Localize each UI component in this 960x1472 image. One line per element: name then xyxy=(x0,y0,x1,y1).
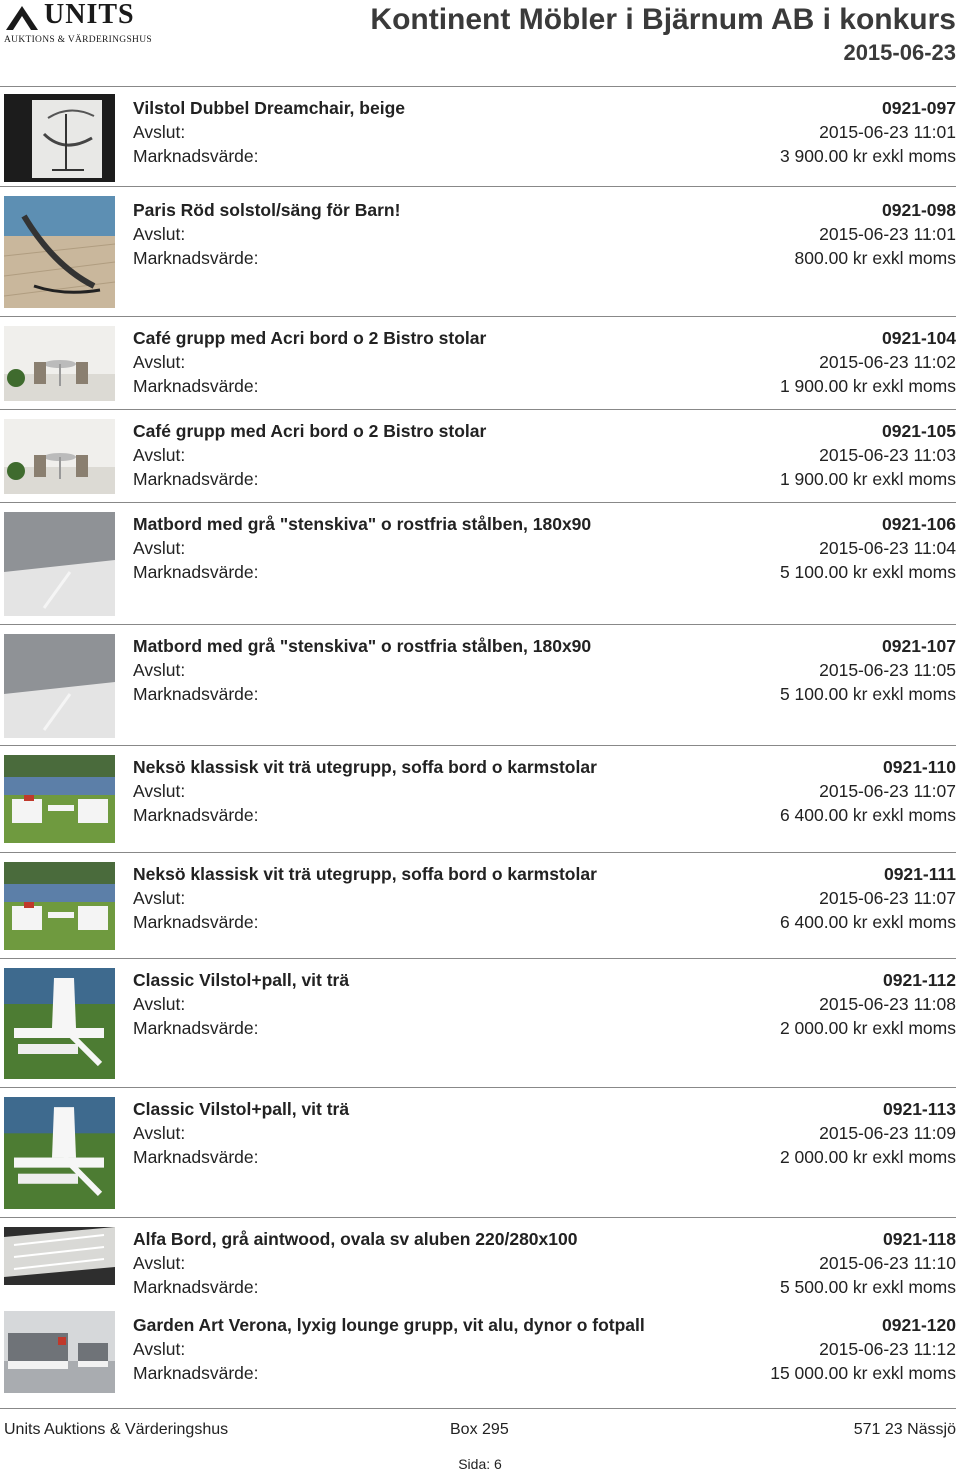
lot-title: Alfa Bord, grå aintwood, ovala sv aluben 220/280x100 xyxy=(133,1229,578,1249)
market-value: 5 100.00 kr exkl moms xyxy=(779,684,956,704)
lot-item xyxy=(0,852,960,958)
lot-number: 0921-107 xyxy=(882,636,956,656)
end-time: 2015-06-23 11:08 xyxy=(819,994,956,1014)
divider xyxy=(0,745,956,746)
document-title: Kontinent Möbler i Bjärnum AB i konkurs xyxy=(370,3,956,36)
market-value: 5 100.00 kr exkl moms xyxy=(779,562,956,582)
end-time: 2015-06-23 11:10 xyxy=(819,1253,956,1273)
lot-photo xyxy=(4,196,115,308)
lot-number: 0921-104 xyxy=(882,328,956,348)
lot-number: 0921-118 xyxy=(883,1229,956,1249)
end-label: Avslut: xyxy=(133,1253,186,1273)
lot-photo xyxy=(4,419,115,494)
divider xyxy=(0,502,956,503)
lot-item xyxy=(0,745,960,852)
end-label: Avslut: xyxy=(133,122,186,142)
end-time: 2015-06-23 11:01 xyxy=(819,224,956,244)
lot-photo xyxy=(4,1311,115,1393)
lot-item xyxy=(0,86,960,186)
end-label: Avslut: xyxy=(133,224,186,244)
lot-item xyxy=(0,958,960,1087)
end-time: 2015-06-23 11:07 xyxy=(819,781,956,801)
market-value-label: Marknadsvärde: xyxy=(133,805,259,825)
end-label: Avslut: xyxy=(133,352,186,372)
lot-item xyxy=(0,316,960,409)
divider xyxy=(0,624,956,625)
page-footer xyxy=(0,1408,960,1471)
footer-box: Box 295 xyxy=(450,1421,509,1438)
market-value: 1 900.00 kr exkl moms xyxy=(779,376,956,396)
end-time: 2015-06-23 11:04 xyxy=(819,538,956,558)
market-value-label: Marknadsvärde: xyxy=(133,248,259,268)
market-value-label: Marknadsvärde: xyxy=(133,562,259,582)
divider xyxy=(0,316,956,317)
lot-item xyxy=(0,1217,960,1303)
page-number: Sida: 6 xyxy=(458,1456,502,1472)
lot-title: Classic Vilstol+pall, vit trä xyxy=(133,970,350,990)
divider xyxy=(0,186,956,187)
market-value: 6 400.00 kr exkl moms xyxy=(779,912,956,932)
end-time: 2015-06-23 11:12 xyxy=(819,1339,956,1359)
divider xyxy=(0,1087,956,1088)
lot-title: Classic Vilstol+pall, vit trä xyxy=(133,1099,350,1119)
footer-address: 571 23 Nässjö xyxy=(853,1421,956,1438)
logo-crest-icon xyxy=(4,2,40,32)
end-label: Avslut: xyxy=(133,1339,186,1359)
lot-title: Paris Röd solstol/säng för Barn! xyxy=(133,200,401,220)
divider xyxy=(0,1217,956,1218)
lot-number: 0921-111 xyxy=(883,864,956,884)
lot-item xyxy=(0,186,960,316)
divider xyxy=(0,958,956,959)
lot-photo xyxy=(4,512,115,616)
lot-number: 0921-112 xyxy=(883,970,956,990)
end-label: Avslut: xyxy=(133,660,186,680)
end-time: 2015-06-23 11:09 xyxy=(819,1123,956,1143)
lot-number: 0921-120 xyxy=(882,1315,956,1335)
lot-photo xyxy=(4,862,115,950)
lot-title: Vilstol Dubbel Dreamchair, beige xyxy=(133,98,405,118)
market-value-label: Marknadsvärde: xyxy=(133,684,259,704)
market-value-label: Marknadsvärde: xyxy=(133,469,259,489)
market-value-label: Marknadsvärde: xyxy=(133,376,259,396)
divider xyxy=(0,852,956,853)
lot-item xyxy=(0,1303,960,1408)
market-value-label: Marknadsvärde: xyxy=(133,1363,259,1383)
lot-photo xyxy=(4,94,115,182)
lot-photo xyxy=(4,1097,115,1209)
divider xyxy=(0,409,956,410)
lot-title: Matbord med grå "stenskiva" o rostfria stålben, 180x90 xyxy=(133,636,592,656)
page-header xyxy=(0,0,960,86)
market-value: 2 000.00 kr exkl moms xyxy=(779,1147,956,1167)
market-value: 3 900.00 kr exkl moms xyxy=(779,146,956,166)
end-time: 2015-06-23 11:02 xyxy=(819,352,956,372)
document-date: 2015-06-23 xyxy=(843,40,956,65)
market-value: 1 900.00 kr exkl moms xyxy=(779,469,956,489)
lot-title: Neksö klassisk vit trä utegrupp, soffa bord o karmstolar xyxy=(133,864,597,884)
lot-photo xyxy=(4,755,115,843)
divider xyxy=(0,86,956,87)
lot-item xyxy=(0,624,960,745)
lot-item xyxy=(0,409,960,502)
lot-title: Matbord med grå "stenskiva" o rostfria stålben, 180x90 xyxy=(133,514,592,534)
footer-company: Units Auktions & Värderingshus xyxy=(4,1421,229,1438)
end-time: 2015-06-23 11:01 xyxy=(819,122,956,142)
market-value-label: Marknadsvärde: xyxy=(133,1018,259,1038)
lot-title: Café grupp med Acri bord o 2 Bistro stolar xyxy=(133,328,487,348)
end-label: Avslut: xyxy=(133,538,186,558)
market-value: 5 500.00 kr exkl moms xyxy=(779,1277,956,1297)
lot-number: 0921-105 xyxy=(882,421,956,441)
units-logo xyxy=(4,2,164,46)
lot-title: Neksö klassisk vit trä utegrupp, soffa bord o karmstolar xyxy=(133,757,597,777)
end-label: Avslut: xyxy=(133,1123,186,1143)
market-value-label: Marknadsvärde: xyxy=(133,912,259,932)
market-value: 2 000.00 kr exkl moms xyxy=(779,1018,956,1038)
lot-title: Garden Art Verona, lyxig lounge grupp, vit alu, dynor o fotpall xyxy=(133,1315,645,1335)
lot-photo xyxy=(4,968,115,1079)
market-value-label: Marknadsvärde: xyxy=(133,146,259,166)
lot-number: 0921-098 xyxy=(882,200,956,220)
end-time: 2015-06-23 11:03 xyxy=(819,445,956,465)
lot-number: 0921-106 xyxy=(882,514,956,534)
end-time: 2015-06-23 11:05 xyxy=(819,660,956,680)
lot-photo xyxy=(4,326,115,401)
lot-item xyxy=(0,502,960,624)
lot-title: Café grupp med Acri bord o 2 Bistro stolar xyxy=(133,421,487,441)
logo-tagline: AUKTIONS & VÄRDERINGSHUS xyxy=(4,35,152,45)
lot-photo xyxy=(4,634,115,738)
logo-name: UNITS xyxy=(44,0,135,30)
end-label: Avslut: xyxy=(133,445,186,465)
lot-number: 0921-097 xyxy=(882,98,956,118)
end-label: Avslut: xyxy=(133,781,186,801)
market-value-label: Marknadsvärde: xyxy=(133,1147,259,1167)
end-label: Avslut: xyxy=(133,994,186,1014)
lot-number: 0921-113 xyxy=(883,1099,956,1119)
market-value: 800.00 kr exkl moms xyxy=(794,248,956,268)
market-value: 6 400.00 kr exkl moms xyxy=(779,805,956,825)
market-value-label: Marknadsvärde: xyxy=(133,1277,259,1297)
lot-photo xyxy=(4,1227,115,1285)
lot-item xyxy=(0,1087,960,1217)
end-label: Avslut: xyxy=(133,888,186,908)
market-value: 15 000.00 kr exkl moms xyxy=(770,1363,956,1383)
divider xyxy=(0,1408,956,1409)
end-time: 2015-06-23 11:07 xyxy=(819,888,956,908)
lot-number: 0921-110 xyxy=(883,757,956,777)
